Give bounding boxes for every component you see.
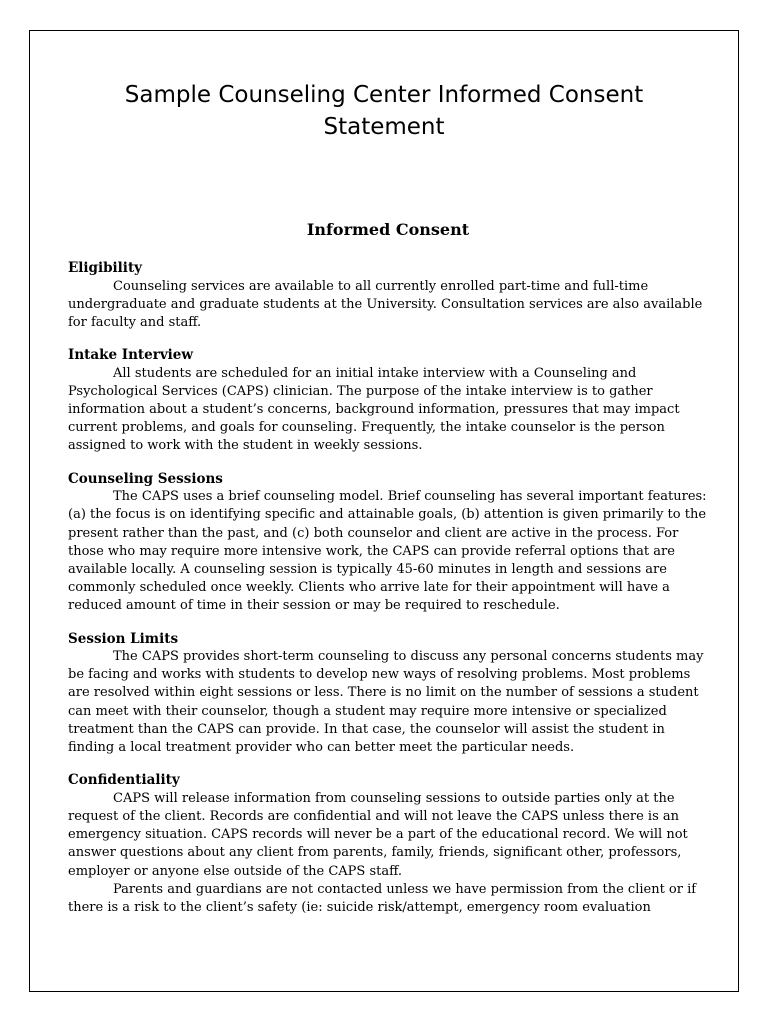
section-session-limits (68, 630, 708, 758)
section-eligibility (68, 259, 708, 332)
section-heading: Intake Interview (68, 347, 194, 364)
section-paragraph: Parents and guardians are not contacted unless we have permission from the client or if there is a risk to the client’s safety (ie: suicide risk/attempt, emergency room evaluation (68, 881, 697, 915)
section-heading: Session Limits (68, 630, 179, 647)
section-paragraph: The CAPS uses a brief counseling model. Brief counseling has several important features: (a) the focus is on identifying specific and attainable goals, (b) attention is given primarily to the present rather than the past, and (c) both counselor and client are active in the process. For those who may require more intensive work, the CAPS can provide referral options that are available locally. A counseling session is typically 45-60 minutes in length and sessions are commonly scheduled once weekly. Clients who arrive late for their appointment will have a reduced amount of time in their session or may be required to reschedule. (68, 489, 707, 614)
section-paragraph: CAPS will release information from counseling sessions to outside parties only at the request of the client. Records are confidential and will not leave the CAPS unless there is an emergency situation. CAPS records will never be a part of the educational record. We will not answer questions about any client from parents, family, friends, significant other, professors, employer or anyone else outside of the CAPS staff. (68, 790, 688, 879)
document-heading: Informed Consent (306, 220, 470, 239)
section-counseling-sessions (68, 470, 708, 616)
section-paragraph: The CAPS provides short-term counseling to discuss any personal concerns students may be facing and works with students to develop new ways of resolving problems. Most problems are resolved within eight sessions or less. There is no limit on the number of sessions a student can meet with their counselor, though a student may require more intensive or specialized treatment than the CAPS can provide. In that case, the counselor will assist the student in finding a local treatment provider who can better meet the particular needs. (68, 649, 704, 756)
document-body (68, 219, 708, 931)
section-paragraph: All students are scheduled for an initial intake interview with a Counseling and Psychological Services (CAPS) clinician. The purpose of the intake interview is to gather information about a student’s concerns, background information, pressures that may impact current problems, and goals for counseling. Frequently, the intake counselor is the person assigned to work with the student in weekly sessions. (68, 365, 680, 454)
section-heading: Confidentiality (68, 772, 180, 789)
document-title: Sample Counseling Center Informed Consent Statement (124, 82, 644, 140)
document-page (29, 30, 739, 992)
section-heading: Counseling Sessions (68, 470, 223, 487)
section-confidentiality (68, 771, 708, 917)
section-paragraph: Counseling services are available to all currently enrolled part-time and full-time undergraduate and graduate students at the University. Consultation services are also available for faculty and staff. (68, 278, 703, 330)
section-intake-interview (68, 346, 708, 456)
section-heading: Eligibility (68, 260, 143, 276)
